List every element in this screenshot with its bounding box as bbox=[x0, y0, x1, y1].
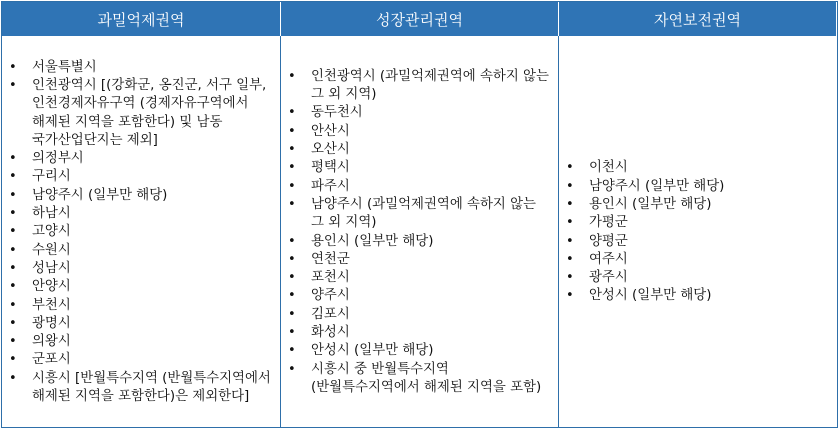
region-list bbox=[8, 59, 274, 407]
list-item: • 남양주시 (일부만 해당) bbox=[565, 178, 831, 196]
column-nature-conservation bbox=[559, 36, 837, 427]
list-item: • 양평군 bbox=[565, 233, 831, 251]
column-overcrowding-control bbox=[2, 36, 281, 427]
list-item: • 구리시 bbox=[8, 168, 274, 186]
list-item: • 남양주시 (과밀억제권역에 속하지 않는 그 외 지역) bbox=[287, 196, 552, 233]
list-item: • 남양주시 (일부만 해당) bbox=[8, 187, 274, 205]
header-nature-conservation: 자연보전권역 bbox=[559, 2, 837, 36]
list-item: • 연천군 bbox=[287, 251, 552, 269]
list-item: • 화성시 bbox=[287, 324, 552, 342]
region-list bbox=[565, 159, 831, 305]
list-item: • 서울특별시 bbox=[8, 59, 274, 77]
list-item: • 광주시 bbox=[565, 269, 831, 287]
list-item: • 이천시 bbox=[565, 159, 831, 177]
list-item: • 광명시 bbox=[8, 315, 274, 333]
list-item: • 안성시 (일부만 해당) bbox=[565, 287, 831, 305]
list-item: • 의왕시 bbox=[8, 333, 274, 351]
list-item: • 파주시 bbox=[287, 178, 552, 196]
list-item: • 여주시 bbox=[565, 251, 831, 269]
region-table bbox=[1, 1, 838, 428]
list-item: • 인천광역시 (과밀억제권역에 속하지 않는 그 외 지역) bbox=[287, 68, 552, 105]
list-item: • 평택시 bbox=[287, 159, 552, 177]
list-item: • 안성시 (일부만 해당) bbox=[287, 342, 552, 360]
list-item: • 포천시 bbox=[287, 269, 552, 287]
header-overcrowding-control: 과밀억제권역 bbox=[2, 2, 281, 36]
list-item: • 수원시 bbox=[8, 242, 274, 260]
list-item: • 성남시 bbox=[8, 260, 274, 278]
list-item: • 의정부시 bbox=[8, 150, 274, 168]
list-item: • 오산시 bbox=[287, 141, 552, 159]
list-item: • 인천광역시 [(강화군, 옹진군, 서구 일부, 인천경제자유구역 (경제자유구역에서 해제된 지역을 포함한다) 및 남동 국가산업단지는 제외] bbox=[8, 77, 274, 150]
list-item: • 군포시 bbox=[8, 351, 274, 369]
header-growth-management: 성장관리권역 bbox=[281, 2, 559, 36]
list-item: • 양주시 bbox=[287, 287, 552, 305]
list-item: • 안양시 bbox=[8, 278, 274, 296]
list-item: • 시흥시 [반월특수지역 (반월특수지역에서 해제된 지역을 포함한다)은 제외한다] bbox=[8, 370, 274, 407]
list-item: • 용인시 (일부만 해당) bbox=[565, 196, 831, 214]
list-item: • 용인시 (일부만 해당) bbox=[287, 233, 552, 251]
list-item: • 동두천시 bbox=[287, 104, 552, 122]
list-item: • 안산시 bbox=[287, 123, 552, 141]
column-growth-management bbox=[281, 36, 559, 427]
list-item: • 가평군 bbox=[565, 214, 831, 232]
list-item: • 부천시 bbox=[8, 297, 274, 315]
list-item: • 고양시 bbox=[8, 223, 274, 241]
region-list bbox=[287, 68, 552, 397]
list-item: • 김포시 bbox=[287, 306, 552, 324]
list-item: • 시흥시 중 반월특수지역 (반월특수지역에서 해제된 지역을 포함) bbox=[287, 361, 552, 398]
list-item: • 하남시 bbox=[8, 205, 274, 223]
